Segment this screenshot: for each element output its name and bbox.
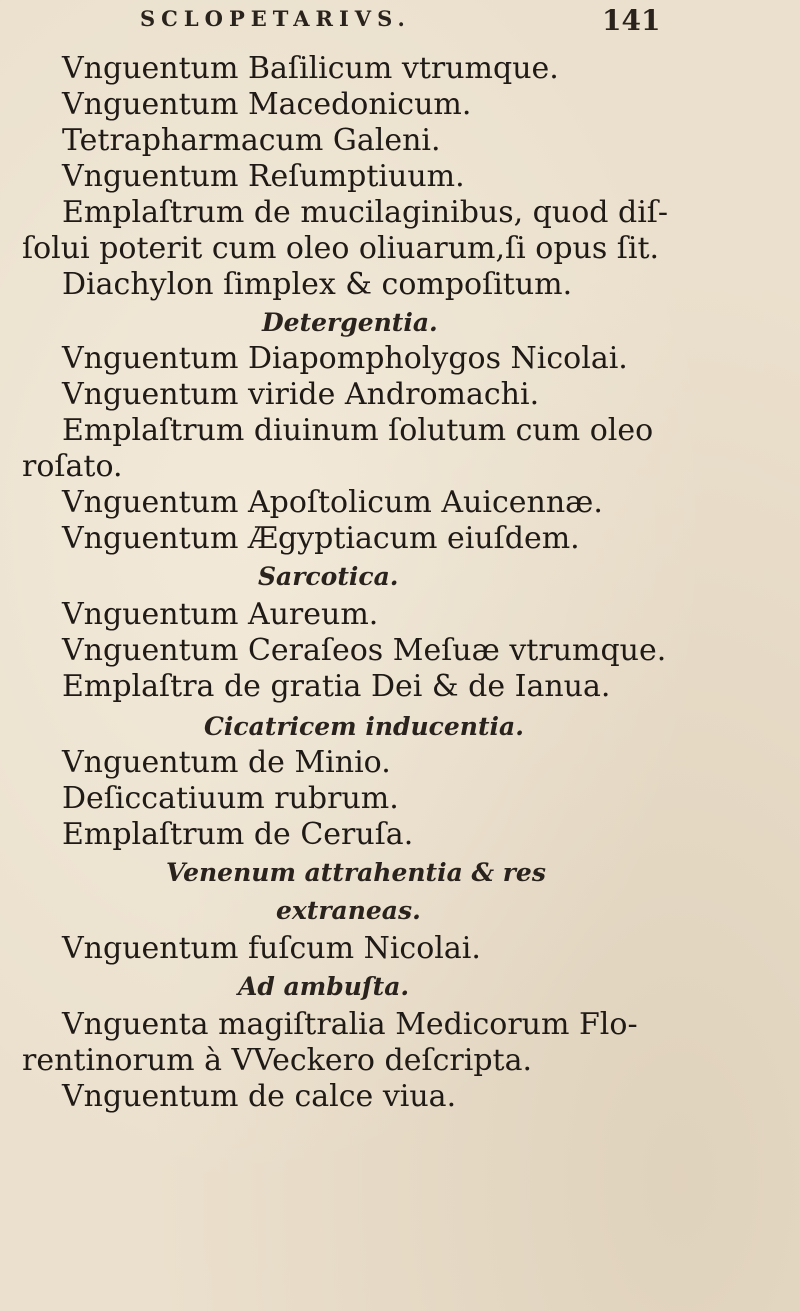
section-heading: Detergentia.	[262, 308, 438, 337]
section-heading: extraneas.	[276, 896, 421, 925]
section-heading: Ad ambuſta.	[238, 972, 410, 1001]
text-line: roſato.	[22, 449, 123, 484]
text-line: Vnguentum Macedonicum.	[62, 87, 472, 122]
text-line: Vnguentum Aureum.	[62, 597, 379, 632]
text-line: Vnguentum viride Andromachi.	[62, 377, 540, 412]
text-line: Emplaſtrum diuinum ſolutum cum oleo	[62, 413, 654, 448]
text-line: Vnguentum Diapompholygos Nicolai.	[62, 341, 628, 376]
text-line: Tetrapharmacum Galeni.	[62, 123, 441, 158]
text-line: Vnguentum Ceraſeos Meſuæ vtrumque.	[62, 633, 667, 668]
text-line: ſolui poterit cum oleo oliuarum,ſi opus ſit.	[22, 231, 660, 266]
text-line: rentinorum à VVeckero deſcripta.	[22, 1043, 532, 1078]
text-line: Vnguenta magiſtralia Medicorum Flo-	[62, 1007, 638, 1042]
text-line: Vnguentum Ægyptiacum eiuſdem.	[62, 521, 580, 556]
section-heading: Venenum attrahentia & res	[166, 858, 546, 887]
text-line: Vnguentum Baſilicum vtrumque.	[62, 51, 559, 86]
text-line: Diachylon ſimplex & compoſitum.	[62, 267, 573, 302]
section-heading: Cicatricem inducentia.	[204, 712, 524, 741]
text-line: Vnguentum de Minio.	[62, 745, 391, 780]
running-head: SCLOPETARIVS.	[140, 6, 411, 31]
page-number: 141	[602, 4, 661, 37]
text-line: Vnguentum Reſumptiuum.	[62, 159, 465, 194]
text-line: Emplaſtrum de Ceruſa.	[62, 817, 414, 852]
page-header	[0, 4, 800, 44]
section-heading: Sarcotica.	[258, 562, 399, 591]
text-line: Emplaſtrum de mucilaginibus, quod diſ-	[62, 195, 669, 230]
text-line: Deſiccatiuum rubrum.	[62, 781, 399, 816]
text-line: Emplaſtra de gratia Dei & de Ianua.	[62, 669, 611, 704]
text-line: Vnguentum de calce viua.	[62, 1079, 457, 1114]
text-line: Vnguentum Apoſtolicum Auicennæ.	[62, 485, 603, 520]
text-line: Vnguentum fuſcum Nicolai.	[62, 931, 481, 966]
